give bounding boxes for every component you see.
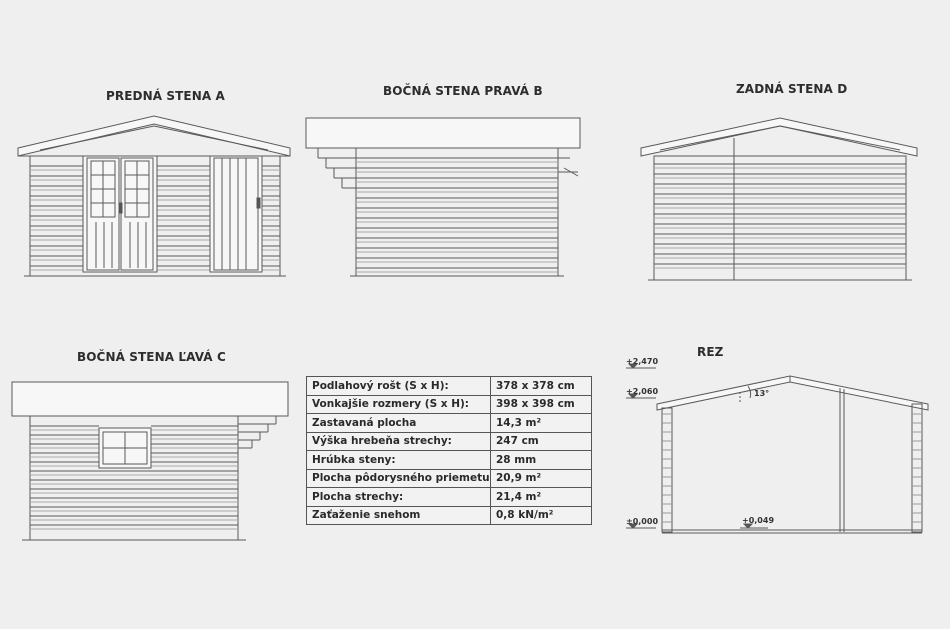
specs-row bbox=[307, 395, 592, 414]
spec-label: Plocha pôdorysného priemetu bbox=[307, 469, 491, 488]
spec-label: Zastavaná plocha bbox=[307, 414, 491, 433]
spec-label: Výška hrebeňa strechy: bbox=[307, 432, 491, 451]
spec-value: 21,4 m² bbox=[491, 488, 592, 507]
specs-row bbox=[307, 414, 592, 433]
spec-label: Hrúbka steny: bbox=[307, 451, 491, 470]
title-left-wall: BOČNÁ STENA ĽAVÁ C bbox=[77, 350, 226, 364]
specs-row bbox=[307, 488, 592, 507]
specs-row bbox=[307, 506, 592, 525]
spec-label: Zaťaženie snehom bbox=[307, 506, 491, 525]
title-back-wall: ZADNÁ STENA D bbox=[736, 82, 848, 96]
right-wall-elevation bbox=[306, 118, 580, 276]
title-front-wall: PREDNÁ STENA A bbox=[106, 89, 225, 103]
spec-label: Plocha strechy: bbox=[307, 488, 491, 507]
specs-row bbox=[307, 451, 592, 470]
spec-value: 247 cm bbox=[491, 432, 592, 451]
front-wall-elevation bbox=[18, 116, 290, 276]
back-wall-elevation bbox=[641, 118, 917, 280]
specs-row bbox=[307, 377, 592, 396]
section-drawing bbox=[626, 364, 928, 533]
spec-label: Vonkajšie rozmery (S x H): bbox=[307, 395, 491, 414]
spec-value: 398 x 398 cm bbox=[491, 395, 592, 414]
dim-ridge-height: +2,470 bbox=[626, 357, 659, 366]
dim-roof-angle: 13° bbox=[754, 389, 770, 398]
spec-value: 14,3 m² bbox=[491, 414, 592, 433]
title-section: REZ bbox=[697, 345, 724, 359]
dim-eave-height: +2,060 bbox=[626, 387, 659, 396]
specs-table bbox=[306, 376, 592, 525]
spec-label: Podlahový rošt (S x H): bbox=[307, 377, 491, 396]
spec-value: 378 x 378 cm bbox=[491, 377, 592, 396]
specs-row bbox=[307, 432, 592, 451]
dim-ground-level: ±0,000 bbox=[626, 517, 659, 526]
spec-value: 28 mm bbox=[491, 451, 592, 470]
left-wall-elevation bbox=[12, 382, 288, 540]
spec-value: 0,8 kN/m² bbox=[491, 506, 592, 525]
specs-row bbox=[307, 469, 592, 488]
title-right-wall: BOČNÁ STENA PRAVÁ B bbox=[383, 84, 543, 98]
spec-value: 20,9 m² bbox=[491, 469, 592, 488]
dim-floor-level: +0,049 bbox=[742, 516, 775, 525]
